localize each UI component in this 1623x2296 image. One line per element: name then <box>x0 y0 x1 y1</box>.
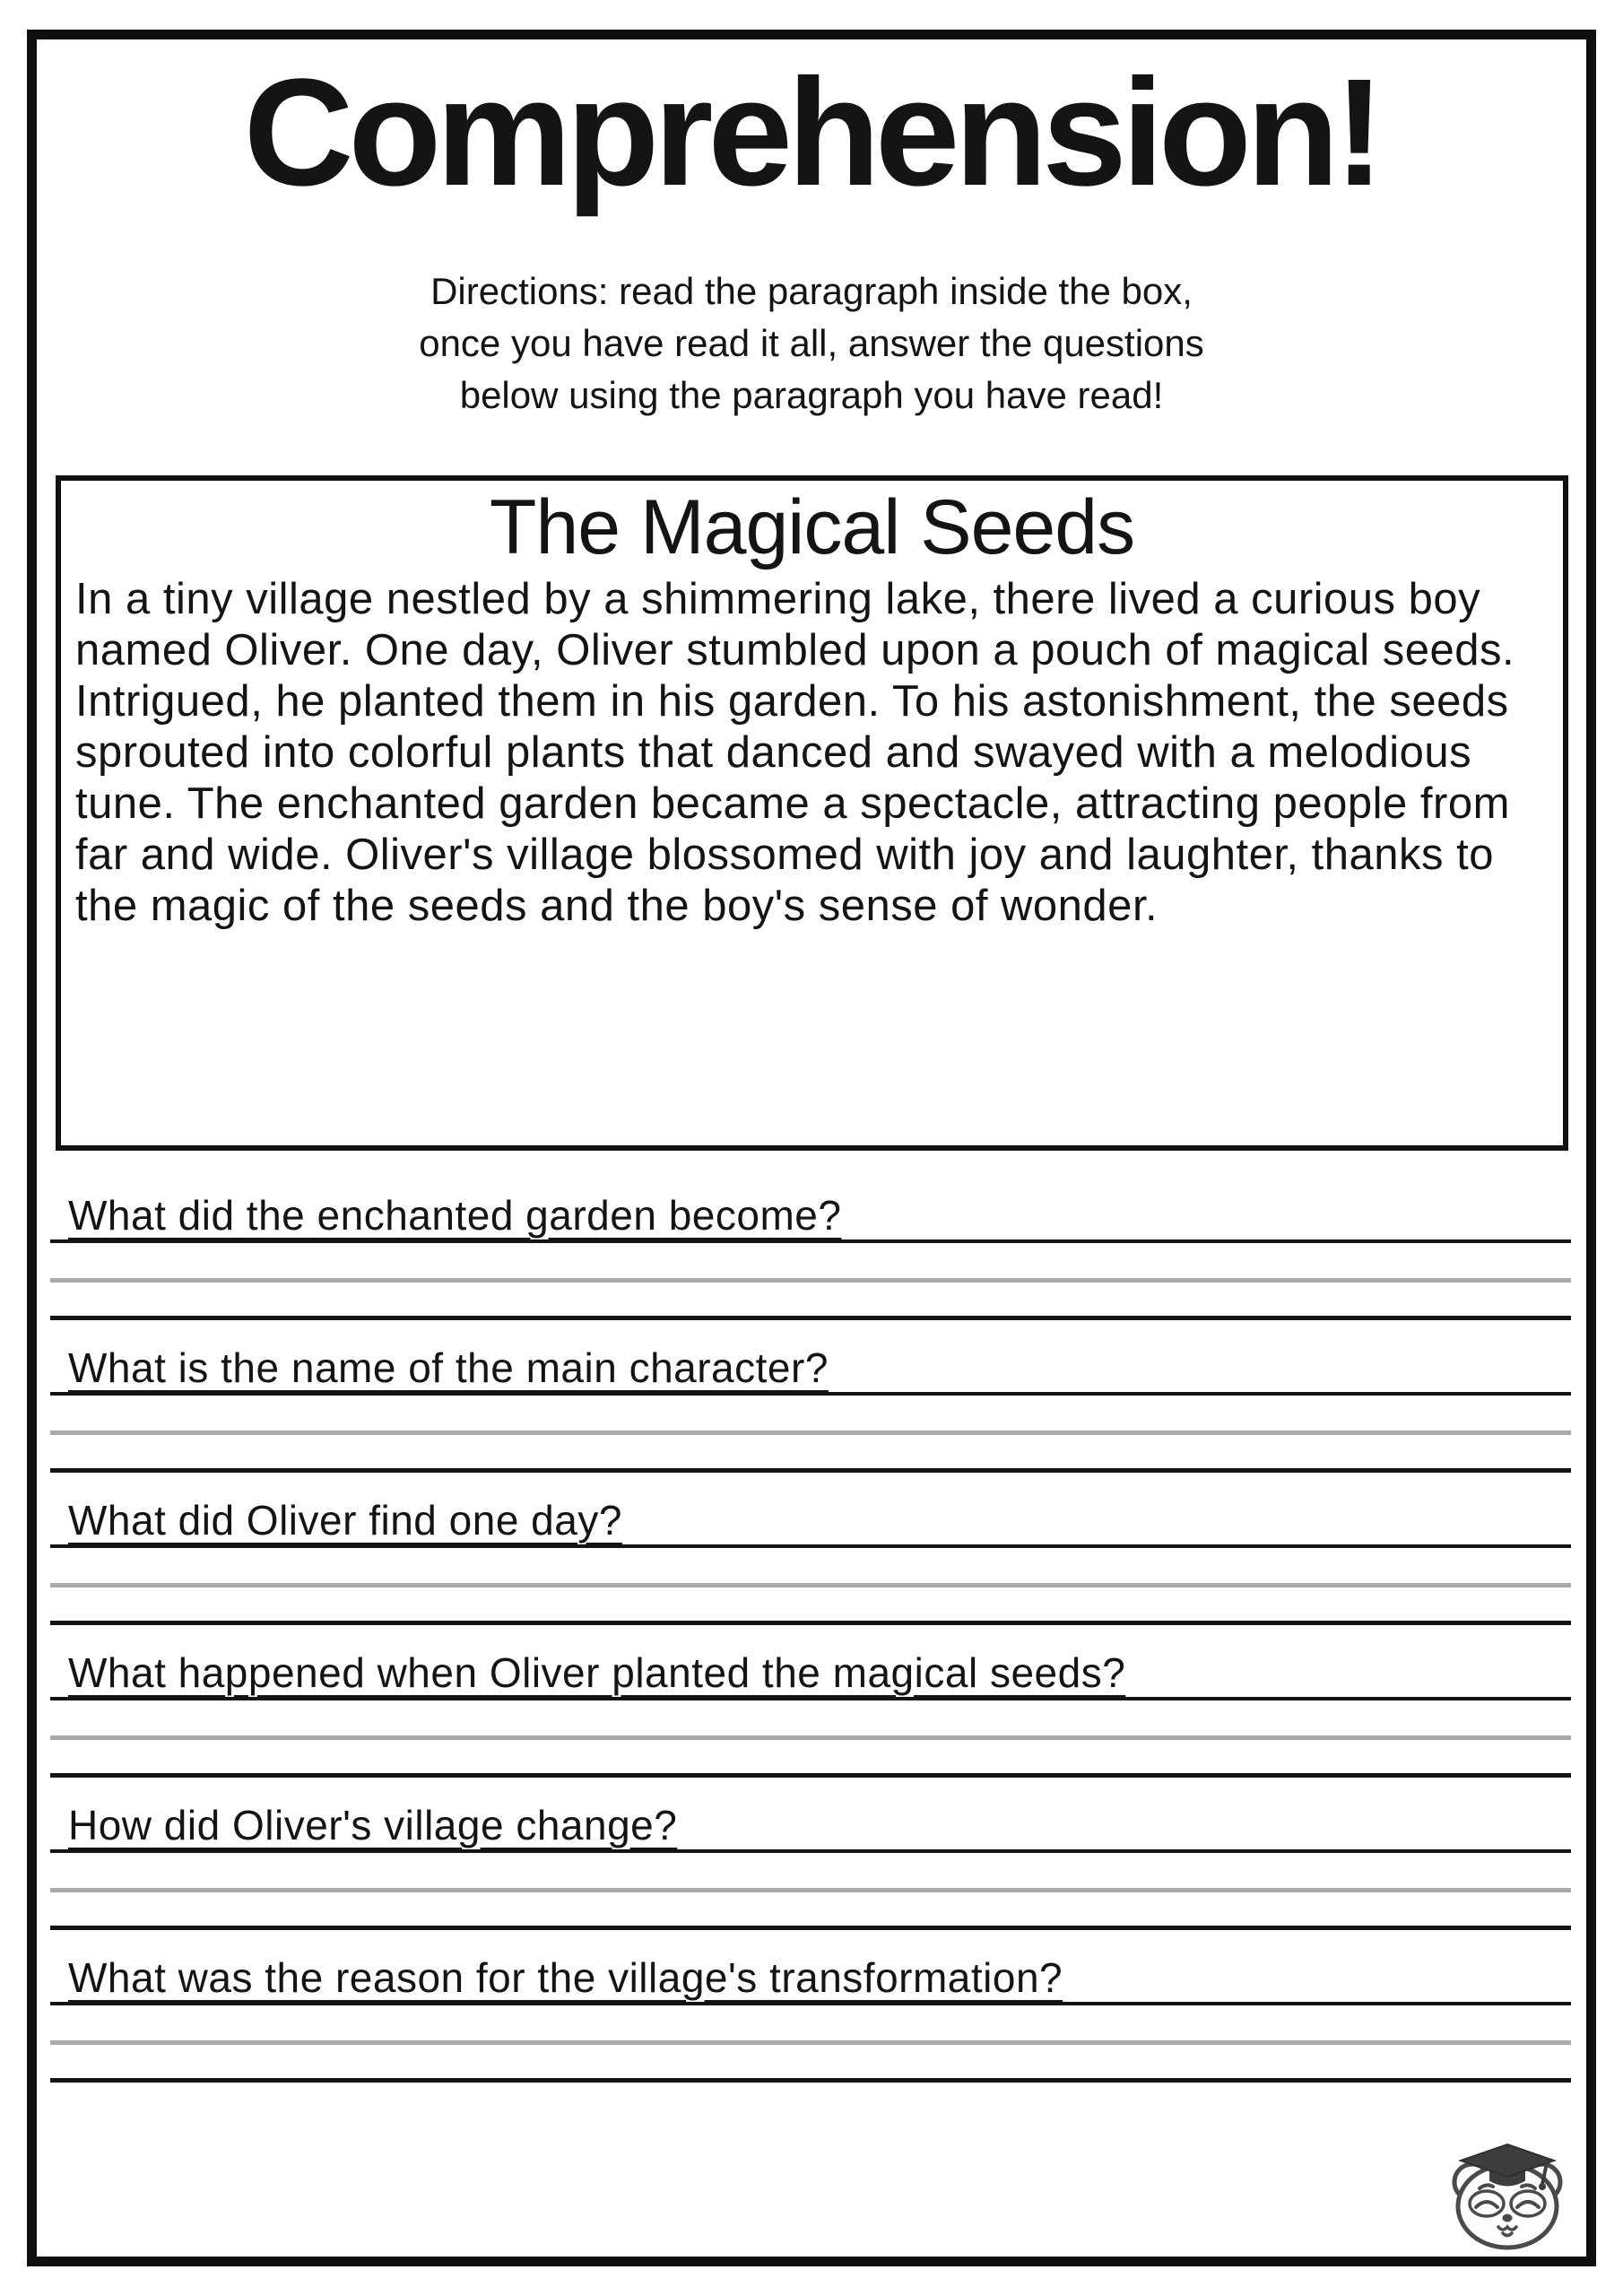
questions-section <box>50 1189 1571 2104</box>
panda-graduate-icon <box>1446 2137 1568 2250</box>
directions-text <box>0 265 1623 422</box>
question-label: What was the reason for the village's transformation? <box>68 1954 1063 2001</box>
directions-line-2: once you have read it all, answer the questions <box>419 322 1204 364</box>
answer-line-black <box>50 1316 1571 1320</box>
question-label: What did Oliver find one day? <box>68 1497 622 1544</box>
question-row <box>50 1342 1571 1396</box>
question-block-5 <box>50 1799 1571 1930</box>
answer-line-gray <box>50 1735 1571 1740</box>
question-label: What did the enchanted garden become? <box>68 1192 842 1239</box>
answer-line-gray <box>50 1888 1571 1892</box>
question-block-6 <box>50 1952 1571 2083</box>
passage-title: The Magical Seeds <box>489 484 1135 570</box>
answer-line-black <box>50 1926 1571 1930</box>
answer-line-black <box>50 1621 1571 1625</box>
directions-line-1: Directions: read the paragraph inside the box, <box>430 270 1193 312</box>
question-row <box>50 1952 1571 2005</box>
question-block-1 <box>50 1189 1571 1320</box>
question-block-2 <box>50 1342 1571 1473</box>
directions-line-3: below using the paragraph you have read! <box>459 374 1164 416</box>
question-row <box>50 1494 1571 1548</box>
question-block-3 <box>50 1494 1571 1625</box>
question-row <box>50 1189 1571 1243</box>
answer-line-gray <box>50 1278 1571 1283</box>
question-row <box>50 1647 1571 1700</box>
answer-line-black <box>50 2078 1571 2083</box>
answer-line-gray <box>50 1431 1571 1435</box>
reading-passage-box <box>56 475 1568 1151</box>
answer-line-gray <box>50 1583 1571 1587</box>
question-block-4 <box>50 1647 1571 1778</box>
worksheet-title: Comprehension! <box>243 48 1380 218</box>
answer-line-black <box>50 1468 1571 1473</box>
answer-line-gray <box>50 2040 1571 2045</box>
question-row <box>50 1799 1571 1853</box>
passage-paragraph: In a tiny village nestled by a shimmering lake, there lived a curious boy named Oliver. One day, Oliver stumbled upon a pouch of magical seeds. Intrigued, he planted them in his garden. To his astonishment, the seeds sprouted into colorful plants that danced and swayed with a melodious tune. The enchanted garden became a spectacle, attracting people from far and wide. Oliver's village blossomed with joy and laughter, thanks to the magic of the seeds and the boy's sense of wonder. <box>75 575 1515 930</box>
answer-line-black <box>50 1773 1571 1778</box>
question-label: What is the name of the main character? <box>68 1344 829 1391</box>
question-label: How did Oliver's village change? <box>68 1802 678 1848</box>
question-label: What happened when Oliver planted the magical seeds? <box>68 1649 1126 1696</box>
